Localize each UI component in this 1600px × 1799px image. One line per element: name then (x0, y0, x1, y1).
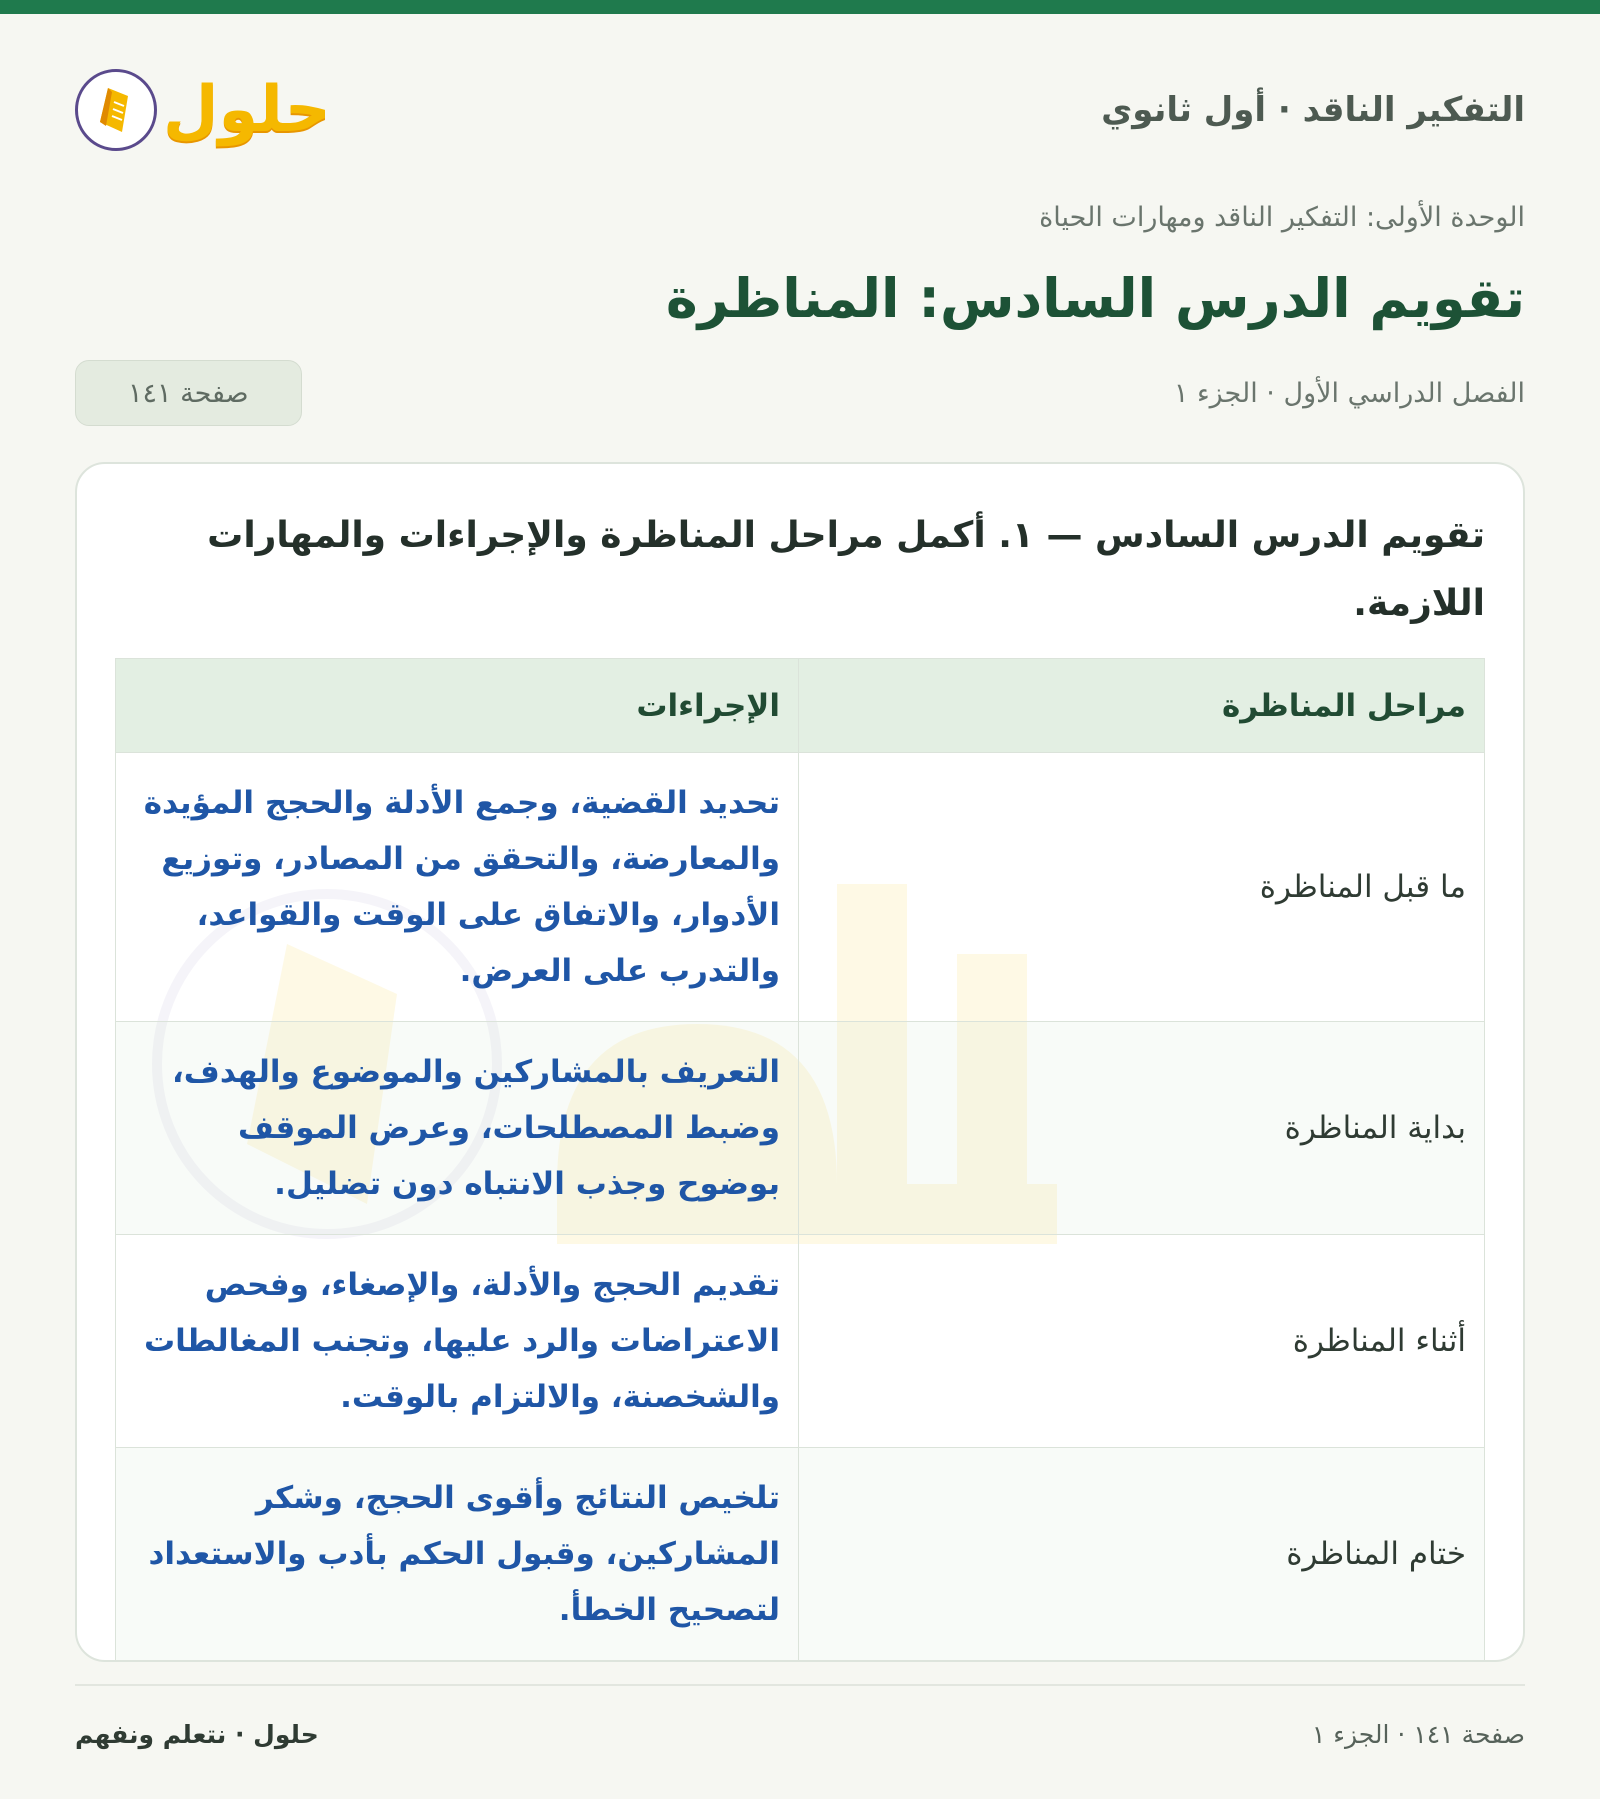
unit-label: الوحدة الأولى: التفكير الناقد ومهارات الحياة (1039, 202, 1525, 233)
logo[interactable] (75, 69, 331, 151)
header (75, 14, 1525, 194)
stage-cell: أثناء المناظرة (799, 1235, 1485, 1448)
footer-divider (75, 1684, 1525, 1686)
stage-cell: ختام المناظرة (799, 1448, 1485, 1661)
procedure-cell: تحديد القضية، وجمع الأدلة والحجج المؤيدة والمعارضة، والتحقق من المصادر، وتوزيع الأدوار، والاتفاق على الوقت والقواعد، والتدرب على العرض. (116, 753, 799, 1022)
footer (75, 1720, 1525, 1749)
page-badge: صفحة ١٤١ (75, 360, 302, 426)
course-title: التفكير الناقد · أول ثانوي (1101, 90, 1525, 130)
footer-page-info: صفحة ١٤١ · الجزء ١ (1311, 1720, 1525, 1749)
table-row (116, 1235, 1485, 1448)
procedure-cell: تقديم الحجج والأدلة، والإصغاء، وفحص الاعتراضات والرد عليها، وتجنب المغالطات والشخصنة، والالتزام بالوقت. (116, 1235, 799, 1448)
column-header-stages: مراحل المناظرة (799, 659, 1485, 753)
column-header-procedures: الإجراءات (116, 659, 799, 753)
logo-text: حلول (163, 73, 331, 147)
semester-label: الفصل الدراسي الأول · الجزء ١ (1173, 377, 1525, 409)
question-text: تقويم الدرس السادس — ١. أكمل مراحل المناظرة والإجراءات والمهارات اللازمة. (207, 515, 1485, 624)
question-card (75, 462, 1525, 1662)
top-accent-bar (0, 0, 1600, 14)
footer-brand: حلول · نتعلم ونفهم (75, 1720, 319, 1749)
table-header-row (116, 659, 1485, 753)
stage-cell: بداية المناظرة (799, 1022, 1485, 1235)
page (0, 14, 1600, 1799)
book-icon (75, 69, 157, 151)
procedure-cell: تلخيص النتائج وأقوى الحجج، وشكر المشاركين، وقبول الحكم بأدب والاستعداد لتصحيح الخطأ. (116, 1448, 799, 1661)
table-row (116, 1448, 1485, 1661)
table-row (116, 1022, 1485, 1235)
page-title: تقويم الدرس السادس: المناظرة (665, 267, 1525, 330)
procedure-cell: التعريف بالمشاركين والموضوع والهدف، وضبط المصطلحات، وعرض الموقف بوضوح وجذب الانتباه دون تضليل. (116, 1022, 799, 1235)
meta-row (75, 360, 1525, 426)
table-row (116, 753, 1485, 1022)
stage-cell: ما قبل المناظرة (799, 753, 1485, 1022)
stages-table (115, 658, 1485, 1661)
